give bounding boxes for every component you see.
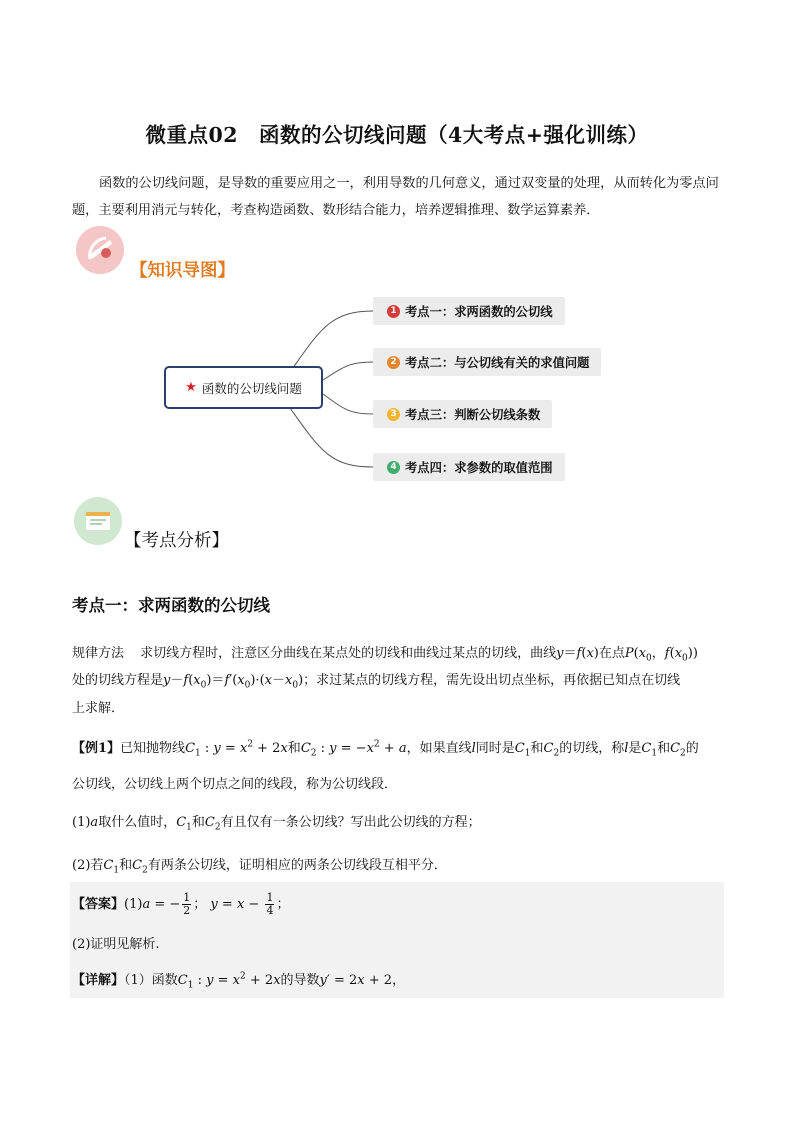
branch-label: 考点三：判断公切线条数 (405, 407, 541, 422)
example-text: 是 (628, 741, 642, 756)
notebook-icon (74, 497, 122, 545)
number-badge-icon: 2 (387, 356, 400, 369)
example-text: 和 (657, 741, 671, 756)
example-text: 和 (530, 741, 544, 756)
fraction: $\frac{1}{4}$ (266, 891, 274, 917)
question-number: (1) (72, 815, 91, 830)
answer-label: 【答案】 (72, 897, 125, 912)
mindmap-branch-3 (373, 400, 552, 428)
fraction: $\frac{1}{2}$ (183, 891, 191, 917)
branch-label: 考点四：求参数的取值范围 (405, 460, 553, 475)
question-1: (1)a取什么值时，$C_1$和$C_2$有且仅有一条公切线？写出此公切线的方程； (72, 815, 481, 833)
answer-text: (1) (124, 897, 143, 912)
answer-text: ； (193, 897, 207, 912)
method-label: 规律方法 (72, 646, 125, 661)
question-text: 有两条公切线，证明相应的两条公切线段互相平分． (147, 858, 447, 873)
question-text: 取什么值时， (98, 815, 177, 830)
method-line-2: 处的切线方程是$y-f(x_0)=f'(x_0)\cdot(x-x_0)$；求过某点的切线方程，需先设出切点坐标，再依据已知点在切线 (72, 673, 681, 691)
section-analysis: 【考点分析】 (124, 531, 229, 551)
heading-topic-1: 考点一：求两函数的公切线 (72, 596, 270, 615)
example-line-2: 公切线，公切线上两个切点之间的线段，称为公切线段． (72, 777, 398, 792)
number-badge-icon: 3 (387, 408, 400, 421)
section-knowledge-map: 【知识导图】 (130, 261, 235, 281)
number-badge-icon: 4 (387, 461, 400, 474)
detail-text: （1）函数 (124, 973, 178, 988)
example-text: 的 (685, 741, 699, 756)
detail-text: 的导数 (280, 973, 320, 988)
example-text: 同时是 (475, 741, 515, 756)
detail-label: 【详解】 (72, 973, 125, 988)
page-title: 微重点02 函数的公切线问题（4大考点+强化训练） (145, 123, 649, 147)
method-line-1: 规律方法 求切线方程时，注意区分曲线在某点处的切线和曲线过某点的切线，曲线y＝f(x)在点$P(x_0$，$f(x_0)$) (72, 646, 698, 664)
answer-text: ； (276, 897, 290, 912)
mindmap-branch-4 (373, 453, 565, 481)
example-text: 和 (287, 741, 301, 756)
question-text: 和 (119, 858, 133, 873)
method-text: 在点 (598, 646, 625, 661)
method-text: 处的切线方程是 (72, 673, 164, 688)
question-text: (2)若 (72, 858, 104, 873)
mindmap-center-node (164, 366, 323, 409)
branch-label: 考点二：与公切线有关的求值问题 (405, 355, 590, 370)
example-text: ，如果直线 (406, 741, 472, 756)
method-text: 求切线方程时，注意区分曲线在某点处的切线和曲线过某点的切线，曲线 (140, 646, 557, 661)
answer-line-1: 【答案】(1)a = − $\frac{1}{2}$ ； y = x − $\frac{1}{4}$ ； (72, 891, 290, 917)
method-text: ；求过某点的切线方程，需先设出切点坐标，再依据已知点在切线 (303, 673, 681, 688)
example-label: 【例1】 (72, 741, 121, 756)
method-line-3: 上求解． (72, 701, 125, 716)
detail-line-1: 【详解】（1）函数$C_1$ : $y = x^2 + 2x$的导数y′ = 2x + 2， (72, 971, 406, 991)
example-text: 已知抛物线 (120, 741, 186, 756)
question-text: 有且仅有一条公切线？写出此公切线的方程； (220, 815, 481, 830)
number-badge-icon: 1 (387, 305, 400, 318)
intro-paragraph: 函数的公切线问题，是导数的重要应用之一，利用导数的几何意义，通过双变量的处理，从而转化为零点问题，主要利用消元与转化，考查构造函数、数形结合能力，培养逻辑推理、数学运算素养． (72, 176, 719, 218)
question-text: 和 (191, 815, 205, 830)
star-icon: ★ (185, 380, 197, 395)
example-line-1: 【例1】已知抛物线$C_1$ : $y = x^2 + 2x$和$C_2$ : $y = -x^2 + a$，如果直线l同时是$C_1$和$C_2$的切线，称l是$C_1$和$C_2$的 (72, 739, 699, 759)
mindmap-branch-1 (373, 297, 565, 325)
example-text: 的切线，称 (559, 741, 625, 756)
mindmap-center-label: 函数的公切线问题 (201, 380, 302, 396)
answer-line-2: (2)证明见解析. (72, 937, 160, 952)
branch-label: 考点一：求两函数的公切线 (405, 304, 553, 319)
question-2: (2)若$C_1$和$C_2$有两条公切线，证明相应的两条公切线段互相平分． (72, 858, 447, 876)
mindmap-branch-2 (373, 348, 601, 376)
detail-text: ， (392, 973, 406, 988)
